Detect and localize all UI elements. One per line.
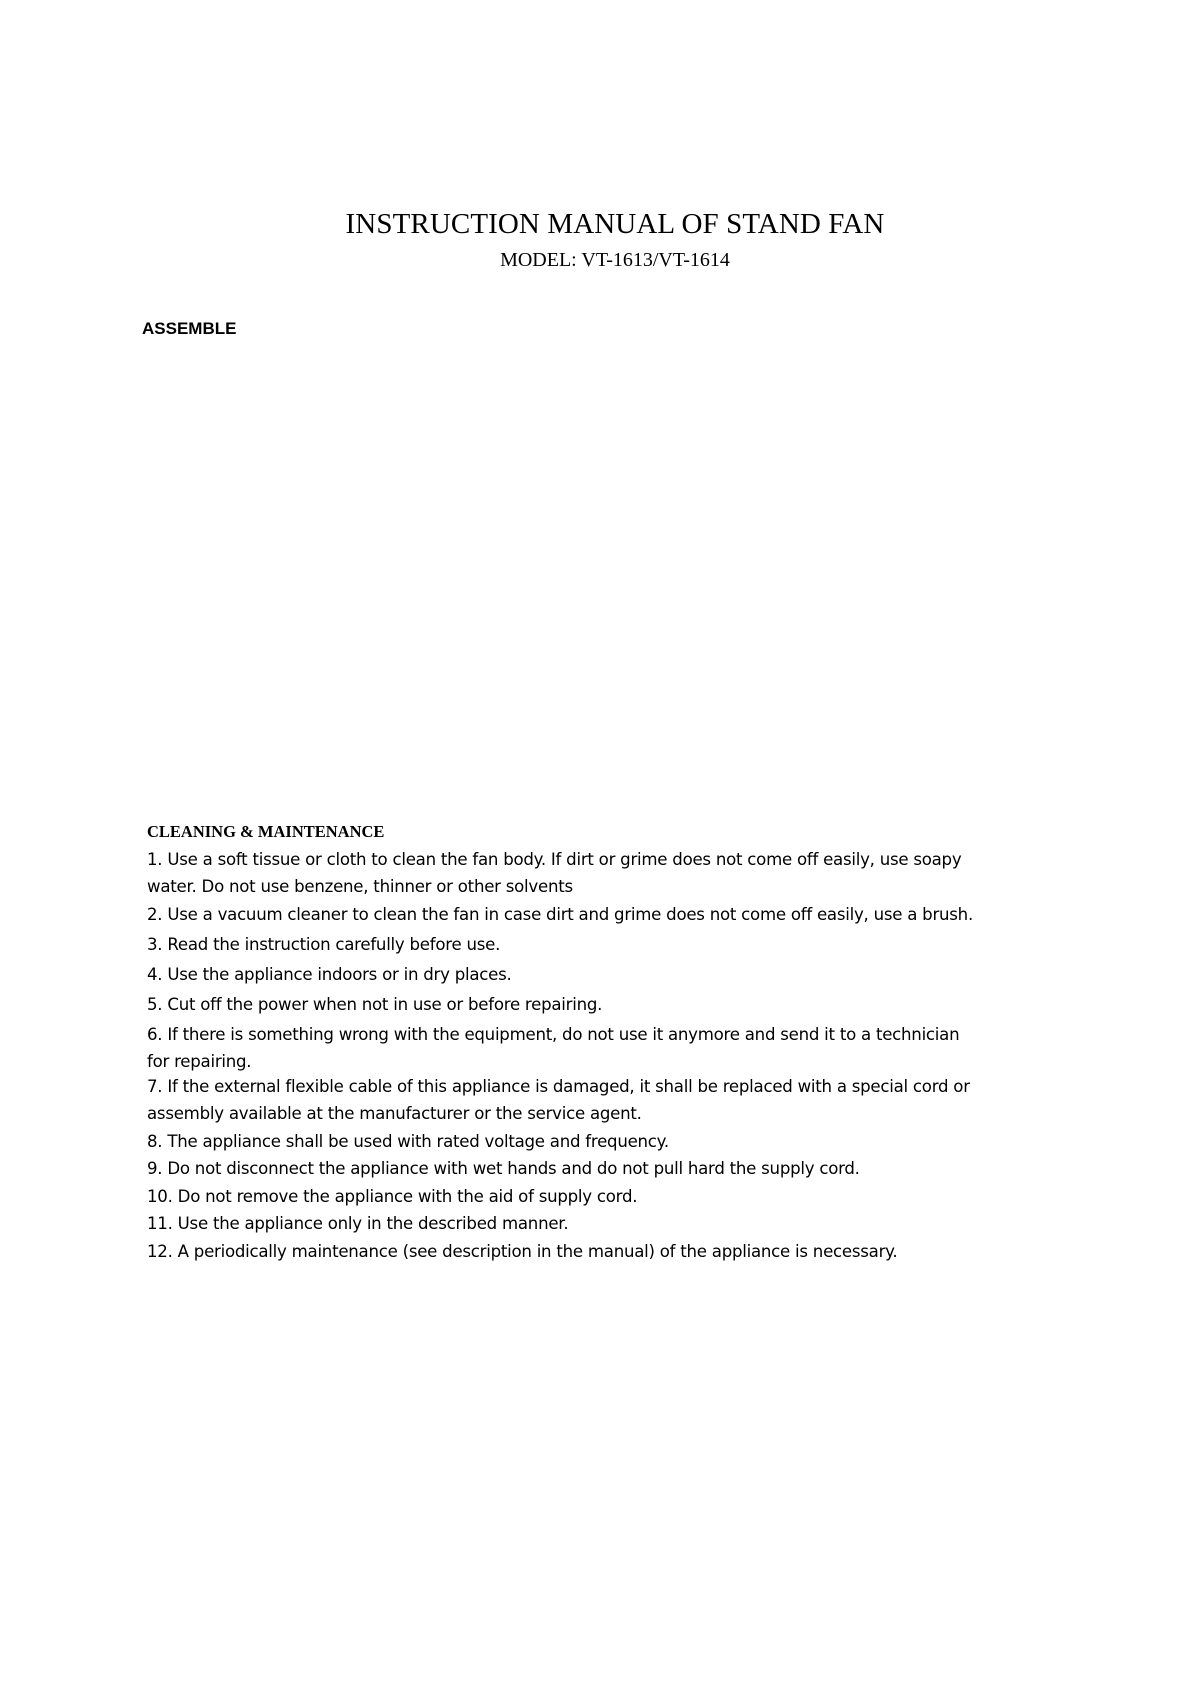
- list-item-line: 10. Do not remove the appliance with the aid of supply cord.: [147, 1187, 638, 1206]
- list-item-line: 3. Read the instruction carefully before use.: [147, 935, 501, 954]
- list-item: [147, 1210, 1047, 1237]
- list-item-line: 9. Do not disconnect the appliance with wet hands and do not pull hard the supply cord.: [147, 1159, 860, 1178]
- list-item: [147, 846, 1047, 900]
- list-item-line: 1. Use a soft tissue or cloth to clean the fan body. If dirt or grime does not come off easily, use soapy: [147, 850, 962, 869]
- section-heading-assemble: ASSEMBLE: [142, 319, 237, 338]
- list-item: [147, 1155, 1047, 1182]
- list-item: [147, 1183, 1047, 1210]
- list-item-line: 6. If there is something wrong with the equipment, do not use it anymore and send it to a technician: [147, 1025, 960, 1044]
- list-item-line: 5. Cut off the power when not in use or before repairing.: [147, 995, 603, 1014]
- document-title: INSTRUCTION MANUAL OF STAND FAN: [345, 208, 885, 240]
- list-item-line: for repairing.: [147, 1052, 252, 1071]
- list-item: [147, 1073, 1047, 1127]
- list-item: [147, 1128, 1047, 1155]
- list-item-line: 4. Use the appliance indoors or in dry places.: [147, 965, 512, 984]
- list-item: [147, 931, 1047, 958]
- list-item-line: 7. If the external flexible cable of this appliance is damaged, it shall be replaced with a special cord or: [147, 1077, 970, 1096]
- list-item: [147, 961, 1047, 988]
- list-item: [147, 901, 1047, 928]
- list-item: [147, 1021, 1047, 1075]
- model-number: MODEL: VT-1613/VT-1614: [500, 249, 730, 271]
- list-item-line: assembly available at the manufacturer or the service agent.: [147, 1104, 642, 1123]
- list-item: [147, 1238, 1047, 1265]
- list-item-line: water. Do not use benzene, thinner or other solvents: [147, 877, 573, 896]
- list-item: [147, 991, 1047, 1018]
- list-item-line: 12. A periodically maintenance (see description in the manual) of the appliance is necessary.: [147, 1242, 898, 1261]
- list-item-line: 8. The appliance shall be used with rated voltage and frequency.: [147, 1132, 669, 1151]
- section-heading-cleaning-maintenance: CLEANING & MAINTENANCE: [147, 822, 385, 841]
- list-item-line: 11. Use the appliance only in the described manner.: [147, 1214, 569, 1233]
- list-item-line: 2. Use a vacuum cleaner to clean the fan in case dirt and grime does not come off easily, use a brush.: [147, 905, 973, 924]
